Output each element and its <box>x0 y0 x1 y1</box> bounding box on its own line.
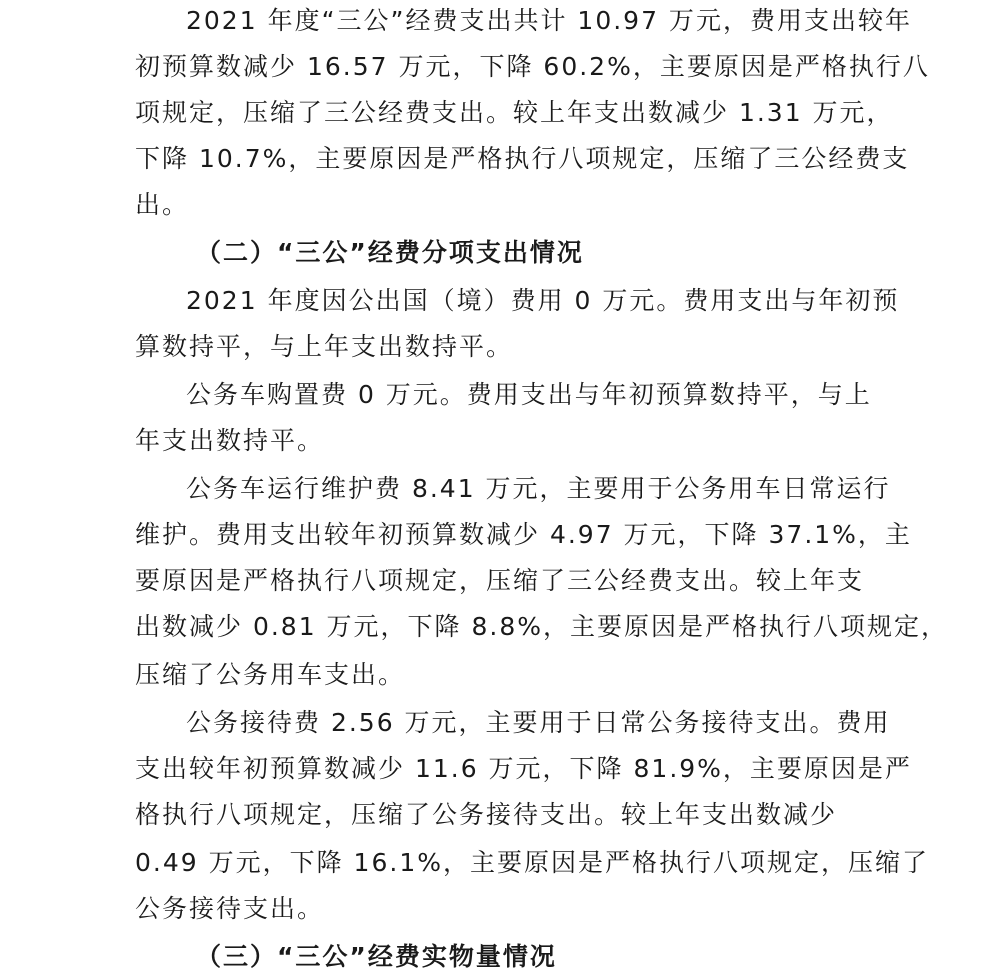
paragraph-line: 维护。费用支出较年初预算数减少 4.97 万元，下降 37.1%，主 <box>135 520 912 549</box>
paragraph-line: 要原因是严格执行八项规定，压缩了三公经费支出。较上年支 <box>135 566 865 595</box>
paragraph-line: 2021 年度“三公”经费支出共计 10.97 万元，费用支出较年 <box>186 6 912 35</box>
section-heading: （二）“三公”经费分项支出情况 <box>196 238 584 267</box>
paragraph-line: 格执行八项规定，压缩了公务接待支出。较上年支出数减少 <box>135 800 838 829</box>
paragraph-line: 项规定，压缩了三公经费支出。较上年支出数减少 1.31 万元， <box>135 98 894 127</box>
paragraph-line: 支出较年初预算数减少 11.6 万元，下降 81.9%，主要原因是严 <box>135 754 912 783</box>
paragraph-line: 公务接待支出。 <box>135 894 325 923</box>
section-heading: （三）“三公”经费实物量情况 <box>196 942 557 971</box>
paragraph-line: 压缩了公务用车支出。 <box>135 660 406 689</box>
paragraph-line: 初预算数减少 16.57 万元，下降 60.2%，主要原因是严格执行八 <box>135 52 930 81</box>
paragraph-line: 出。 <box>135 190 190 219</box>
paragraph-line: 公务车购置费 0 万元。费用支出与年初预算数持平，与上 <box>186 380 872 409</box>
paragraph-line: 下降 10.7%，主要原因是严格执行八项规定，压缩了三公经费支 <box>135 144 910 173</box>
paragraph-line: 0.49 万元，下降 16.1%，主要原因是严格执行八项规定，压缩了 <box>135 848 929 877</box>
paragraph-line: 出数减少 0.81 万元，下降 8.8%，主要原因是严格执行八项规定， <box>135 612 949 641</box>
paragraph-line: 公务车运行维护费 8.41 万元，主要用于公务用车日常运行 <box>186 474 891 503</box>
paragraph-line: 2021 年度因公出国（境）费用 0 万元。费用支出与年初预 <box>186 286 900 315</box>
paragraph-line: 年支出数持平。 <box>135 426 325 455</box>
paragraph-line: 公务接待费 2.56 万元，主要用于日常公务接待支出。费用 <box>186 708 891 737</box>
paragraph-line: 算数持平，与上年支出数持平。 <box>135 332 514 361</box>
